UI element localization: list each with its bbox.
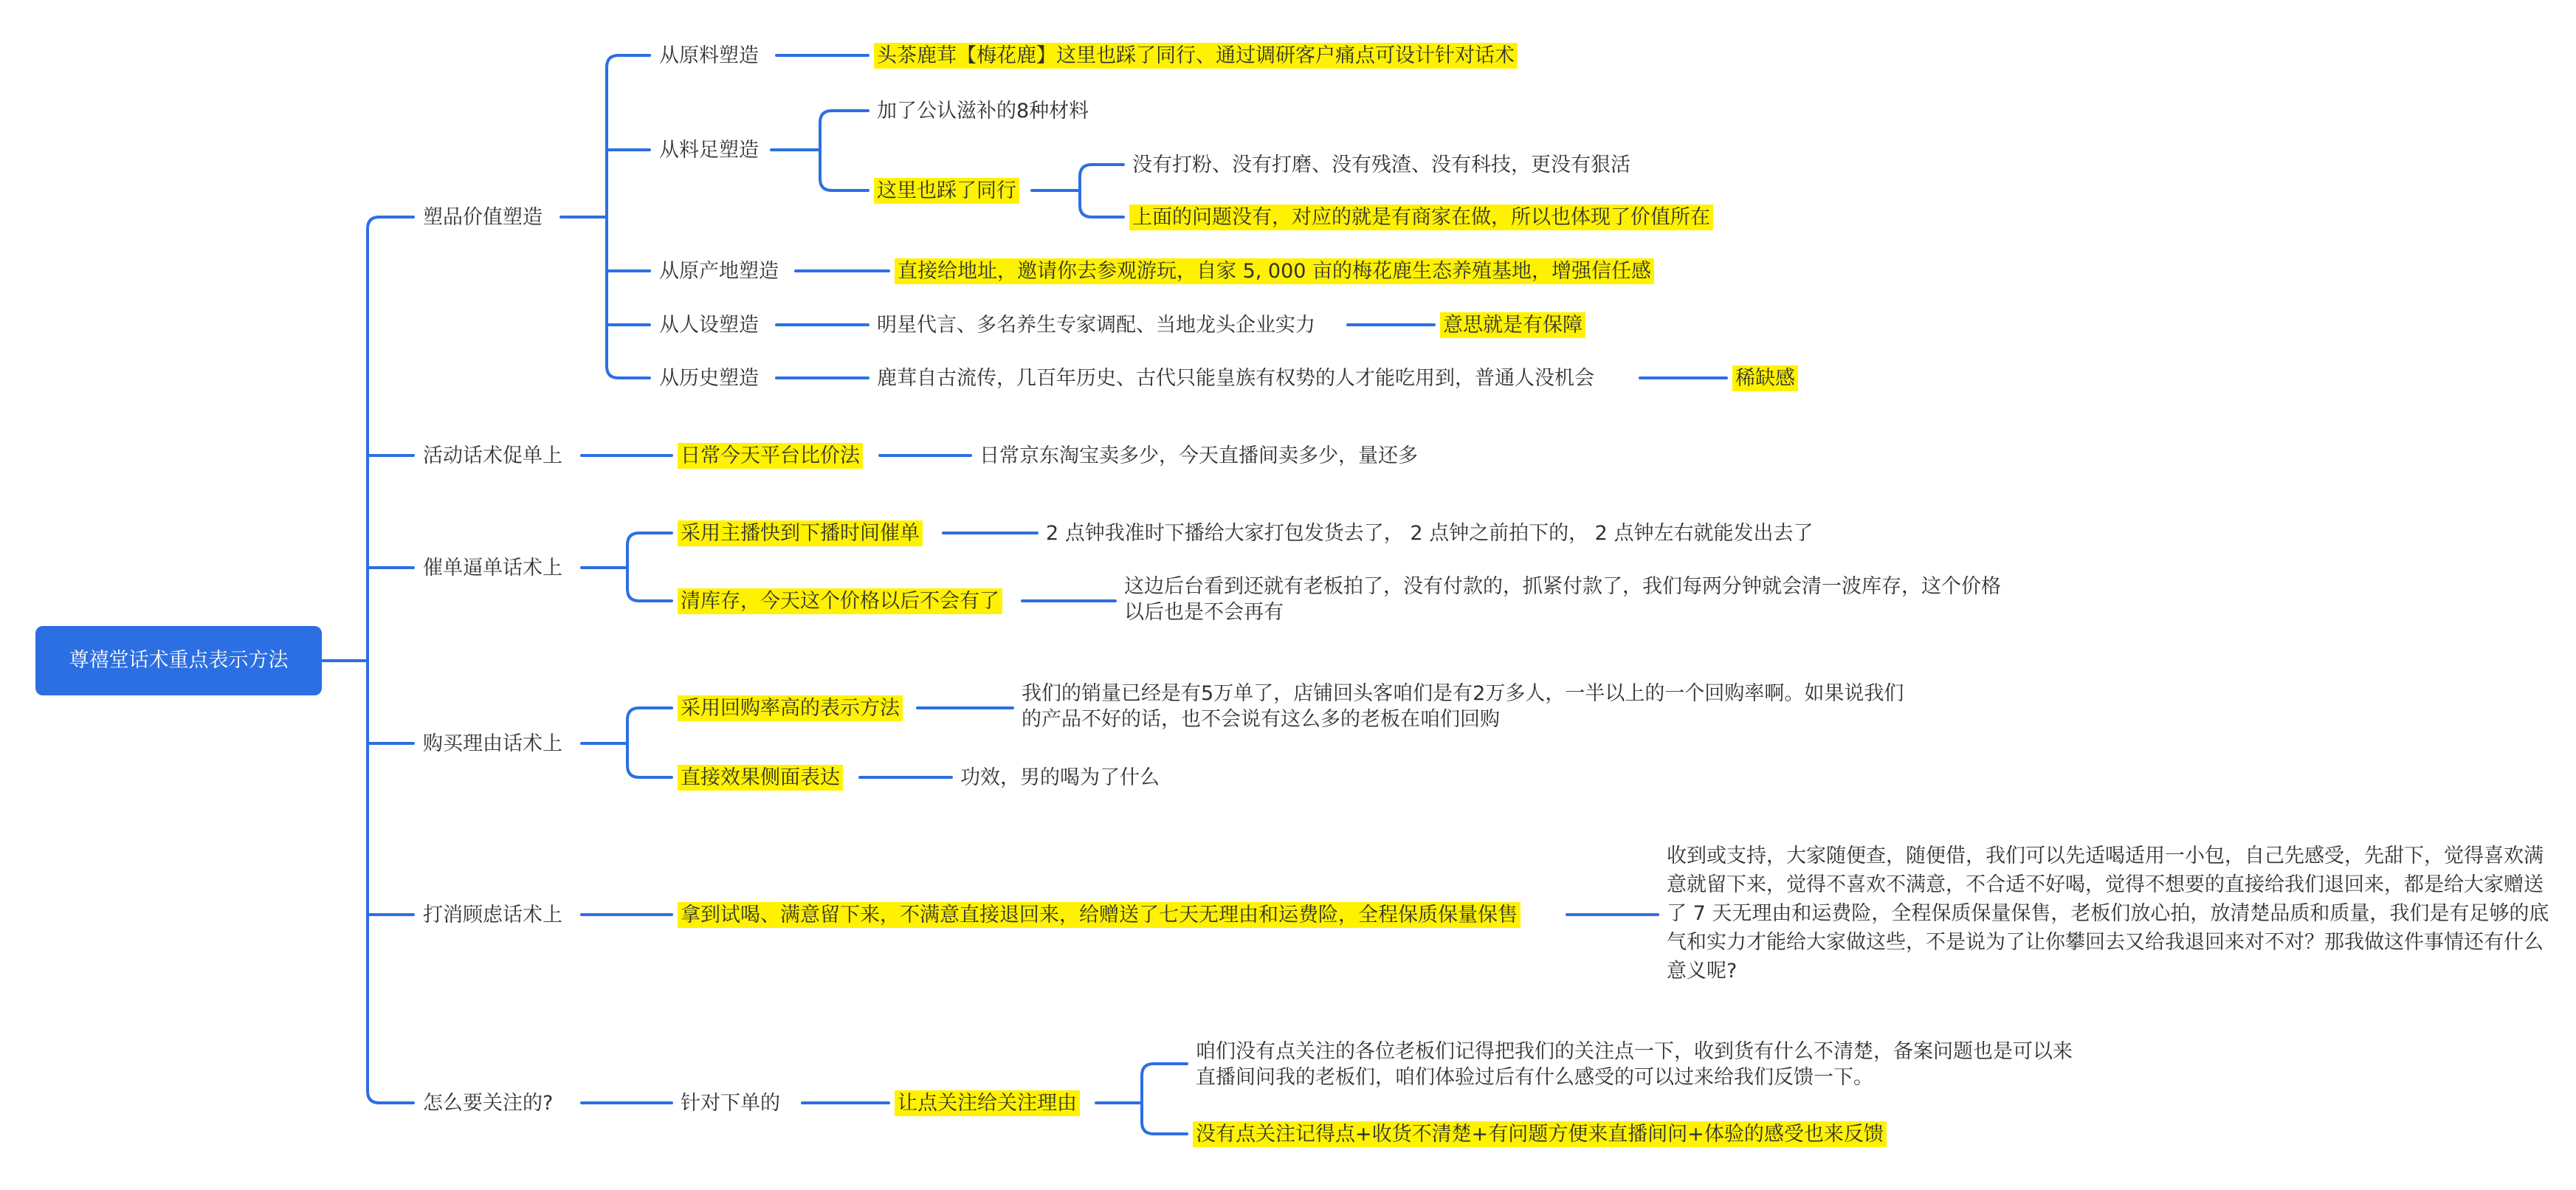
node-anchor-deadline-text[interactable]: 2 点钟我准时下播给大家打包发货去了， 2 点钟之前拍下的， 2 点钟左右就能发出去了 — [1046, 522, 1814, 545]
node-purchase-reason[interactable]: 购买理由话术上 — [423, 732, 562, 755]
node-activity[interactable]: 活动话术促单上 — [423, 444, 562, 467]
node-persona-text[interactable]: 明星代言、多名养生专家调配、当地龙头企业实力 — [877, 314, 1315, 337]
connector-line — [627, 766, 672, 777]
root-node[interactable]: 尊禧堂话术重点表示方法 — [35, 626, 322, 695]
connector-line — [607, 366, 650, 378]
node-anchor-deadline[interactable]: 采用主播快到下播时间催单 — [678, 520, 923, 546]
node-persona[interactable]: 从人设塑造 — [659, 314, 759, 337]
node-history-text[interactable]: 鹿茸自古流传，几百年历史、古代只能皇族有权势的人才能吃用到，普通人没机会 — [877, 367, 1594, 390]
node-scarcity[interactable]: 稀缺感 — [1732, 365, 1798, 391]
connector-line — [627, 589, 672, 601]
connector-line — [820, 111, 868, 123]
node-repurchase[interactable]: 采用回购率高的表示方法 — [678, 695, 903, 721]
node-price-compare-text[interactable]: 日常京东淘宝卖多少，今天直播间卖多少，量还多 — [979, 444, 1418, 467]
connector-line — [1142, 1122, 1187, 1134]
node-dispel-worry[interactable]: 打消顾虑话术上 — [423, 904, 562, 926]
connector-line — [627, 708, 672, 720]
connector-line — [368, 217, 413, 229]
connector-line — [627, 533, 672, 545]
node-sufficient-material[interactable]: 从料足塑造 — [659, 139, 759, 162]
node-trial-text[interactable]: 收到或支持，大家随便查，随便借，我们可以先适喝适用一小包，自己先感受，先甜下，觉得喜欢满意就留下来，觉得不喜欢不满意，不合适不好喝，觉得不想要的直接给我们退回来，都是给大家赠送了 7 天无理由和运费险，全程保质保量保售，老板们放心拍，放清楚品质和质量，我们是有足够的底气和实力才能给大家做这些，不是说为了让你攀回去又给我退回来对不对？那我做这件事情还有什么意义呢? — [1667, 845, 2549, 983]
node-value-reflected[interactable]: 上面的问题没有，对应的就是有商家在做，所以也体现了价值所在 — [1129, 204, 1713, 230]
node-repurchase-text[interactable]: 我们的销量已经是有5万单了，店铺回头客咱们是有2万多人，一半以上的一个回购率啊。如果说我们的产品不好的话，也不会说有这么多的老板在咱们回购 — [1022, 682, 1904, 731]
node-raw-material[interactable]: 从原料塑造 — [659, 44, 759, 67]
connector-line — [1080, 165, 1123, 176]
node-origin[interactable]: 从原产地塑造 — [659, 260, 779, 283]
node-raw-material-text[interactable]: 头茶鹿茸【梅花鹿】这里也踩了同行、通过调研客户痛点可设计针对话术 — [874, 43, 1518, 69]
node-follow-reason-text[interactable]: 咱们没有点关注的各位老板们记得把我们的关注点一下，收到货有什么不清楚，备案问题也是可以来直播间问我的老板们，咱们体验过后有什么感受的可以过来给我们反馈一下。 — [1196, 1040, 2073, 1089]
node-value-shaping[interactable]: 塑品价值塑造 — [423, 206, 543, 229]
node-no-powder[interactable]: 没有打粉、没有打磨、没有残渣、没有科技，更没有狠活 — [1132, 154, 1630, 176]
node-origin-text[interactable]: 直接给地址，邀请你去参观游玩，自家 5, 000 亩的梅花鹿生态养殖基地，增强信任感 — [895, 258, 1654, 284]
node-peers-compared[interactable]: 这里也踩了同行 — [874, 178, 1019, 204]
connector-line — [368, 1091, 413, 1103]
connector-line — [1142, 1064, 1187, 1076]
node-effect-text[interactable]: 功效，男的喝为了什么 — [960, 766, 1160, 789]
node-follow[interactable]: 怎么要关注的? — [423, 1092, 554, 1115]
node-history[interactable]: 从历史塑造 — [659, 367, 759, 390]
node-effect[interactable]: 直接效果侧面表达 — [678, 765, 843, 791]
node-clear-stock[interactable]: 清库存，今天这个价格以后不会有了 — [678, 588, 1002, 614]
node-for-orders[interactable]: 针对下单的 — [681, 1092, 780, 1115]
connector-line — [820, 179, 868, 190]
node-price-compare[interactable]: 日常今天平台比价法 — [678, 443, 863, 469]
node-follow-reason[interactable]: 让点关注给关注理由 — [895, 1090, 1080, 1116]
node-guarantee[interactable]: 意思就是有保障 — [1440, 312, 1585, 338]
node-trial[interactable]: 拿到试喝、满意留下来，不满意直接退回来，给赠送了七天无理由和运费险，全程保质保量保售 — [678, 902, 1521, 928]
node-clear-stock-text[interactable]: 这边后台看到还就有老板拍了，没有付款的，抓紧付款了，我们每两分钟就会清一波库存，这个价格以后也是不会再有 — [1124, 575, 2001, 624]
node-urge-order[interactable]: 催单逼单话术上 — [423, 557, 562, 579]
connector-line — [1080, 205, 1123, 217]
node-eight-materials[interactable]: 加了公认滋补的8种材料 — [877, 100, 1089, 123]
node-follow-summary[interactable]: 没有点关注记得点+收货不清楚+有问题方便来直播间问+体验的感受也来反馈 — [1193, 1121, 1887, 1147]
connector-line — [607, 55, 650, 67]
